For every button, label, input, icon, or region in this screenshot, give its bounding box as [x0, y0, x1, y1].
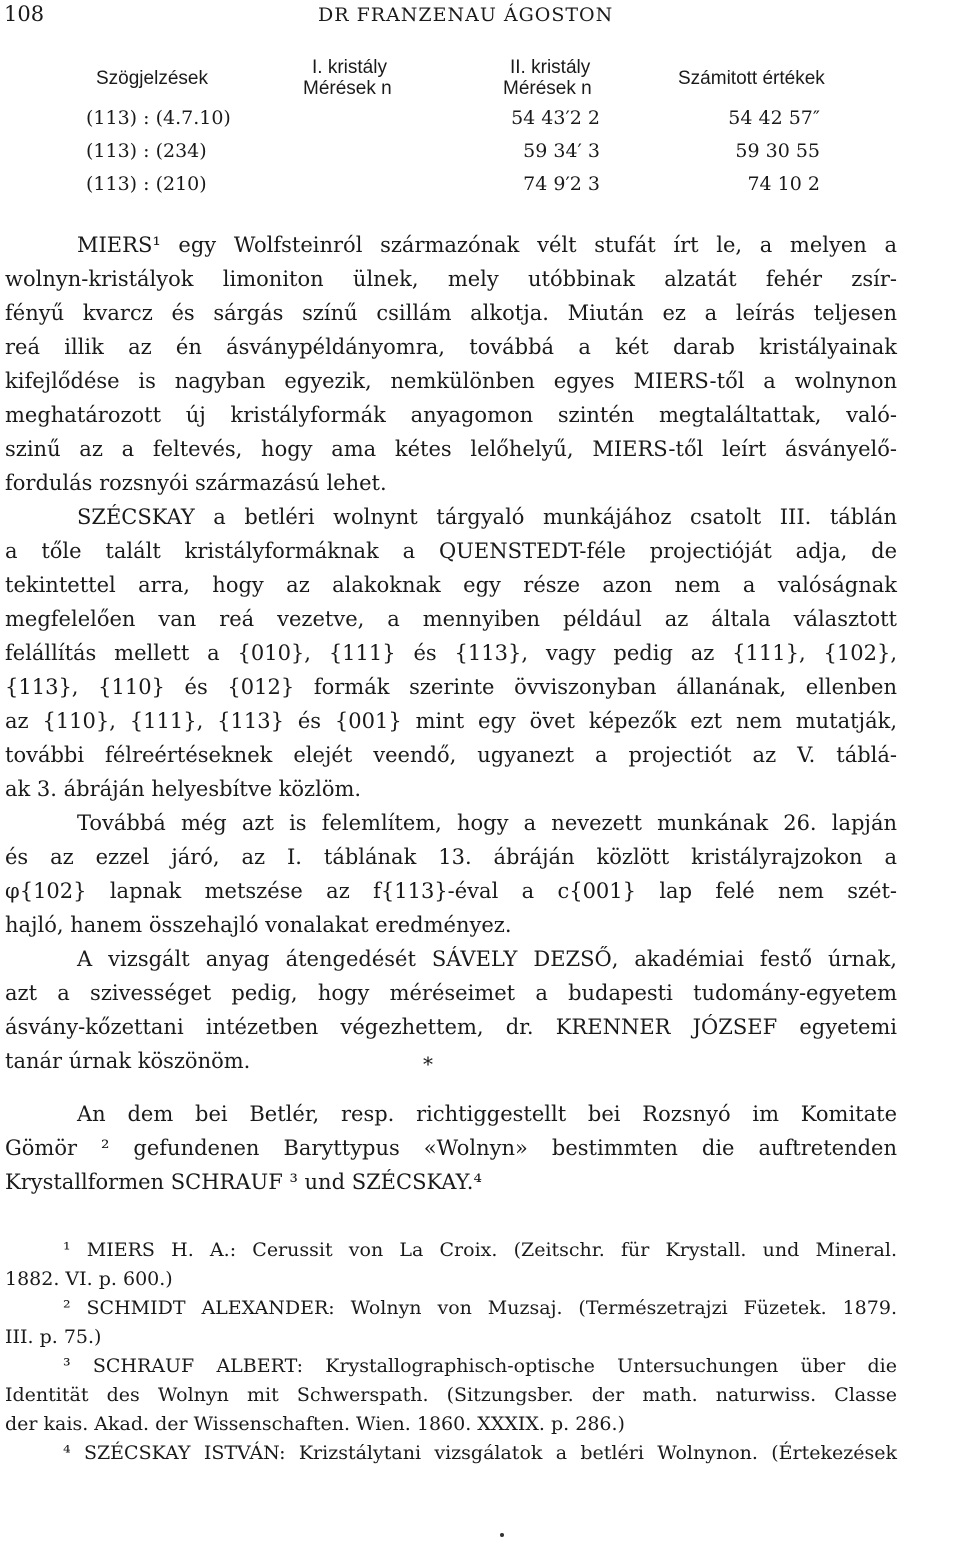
table-cell-calculated: 59 30 55 — [735, 140, 820, 162]
text-line: Gömör ² gefundenen Baryttypus «Wolnyn» bestimmten die auftretenden — [5, 1136, 897, 1160]
text-line: reá illik az én ásványpéldányomra, továbbá a két darab kristályainak — [5, 335, 897, 359]
text-line: wolnyn-kristályok limoniton ülnek, mely utóbbinak alzatát fehér zsír- — [5, 267, 897, 291]
text-line: MIERS¹ egy Wolfsteinról származónak vélt stufát írt le, a melyen a — [77, 233, 897, 257]
text-line: kifejlődése is nagyban egyezik, nemkülönben egyes MIERS-től a wolnynon — [5, 369, 897, 393]
text-line: ásvány-kőzettani intézetben végezhettem, dr. KRENNER JÓZSEF egyetemi — [5, 1015, 897, 1039]
section-separator: * — [423, 1052, 433, 1076]
table-header-crystal1: I. kristály — [312, 57, 387, 78]
text-line: a tőle talált kristályformáknak a QUENSTEDT-féle projectióját adja, de — [5, 539, 897, 563]
text-line: meghatározott új kristályformák anyagomon szintén megtaláltattak, való- — [5, 403, 897, 427]
text-line: további félreértéseknek elejét veendő, ugyanezt a projectiót az V. táblá- — [5, 743, 897, 767]
table-cell-angle: (113) : (4.7.10) — [86, 107, 231, 129]
speck — [500, 1533, 504, 1537]
footnote-line: III. p. 75.) — [5, 1326, 102, 1348]
text-line: ak 3. ábráján helyesbítve közlöm. — [5, 777, 362, 801]
table-cell-calculated: 74 10 2 — [747, 173, 820, 195]
text-line: An dem bei Betlér, resp. richtiggestellt bei Rozsnyó im Komitate — [77, 1102, 897, 1126]
text-line: Krystallformen SCHRAUF ³ und SZÉCSKAY.⁴ — [5, 1170, 482, 1194]
footnote-line: Identität des Wolnyn mit Schwerspath. (Sitzungsber. der math. naturwiss. Classe — [5, 1384, 897, 1406]
text-line: felállítás mellett a {010}, {111} és {113}, vagy pedig az {111}, {102}, — [5, 641, 897, 665]
text-line: megfelelően van reá vezetve, a mennyiben például az általa választott — [5, 607, 897, 631]
text-line: hajló, hanem összehajló vonalakat eredményez. — [5, 913, 512, 937]
text-line: tanár úrnak köszönöm. — [5, 1049, 251, 1073]
table-cell-calculated: 54 42 57″ — [728, 107, 820, 129]
text-line: fényű kvarcz és sárgás színű csillám alkotja. Miután ez a leírás teljesen — [5, 301, 897, 325]
table-header-crystal2: II. kristály — [510, 57, 591, 78]
table-cell-measured: 74 9′2 3 — [523, 173, 600, 195]
text-line: tekintettel arra, hogy az alakoknak egy része azon nem a valóságnak — [5, 573, 897, 597]
text-line: azt a szivességet pedig, hogy méréseimet a budapesti tudomány-egyetem — [5, 981, 897, 1005]
footnote-line: 1882. VI. p. 600.) — [5, 1268, 173, 1290]
table-header-calculated: Számitott értékek — [678, 68, 825, 89]
text-line: SZÉCSKAY a betléri wolnynt tárgyaló munkájához csatolt III. táblán — [77, 505, 897, 529]
text-line: {113}, {110} és {012} formák szerinte övviszonyban állanának, ellenben — [5, 675, 897, 699]
table-header-crystal2-sub: Mérések n — [503, 78, 592, 99]
footnote-line: ³ SCHRAUF ALBERT: Krystallographisch-optische Untersuchungen über die — [63, 1355, 897, 1377]
text-line: Továbbá még azt is felemlítem, hogy a nevezett munkának 26. lapján — [77, 811, 897, 835]
text-line: A vizsgált anyag átengedését SÁVELY DEZSŐ, akadémiai festő úrnak, — [77, 947, 897, 971]
table-cell-measured: 54 43′2 2 — [511, 107, 600, 129]
text-line: fordulás rozsnyói származású lehet. — [5, 471, 387, 495]
footnote-line: der kais. Akad. der Wissenschaften. Wien. 1860. XXXIX. p. 286.) — [5, 1413, 625, 1435]
table-header-angle: Szögjelzések — [96, 68, 208, 89]
text-line: szinű az a feltevés, hogy ama kétes lelőhelyű, MIERS-től leírt ásványelő- — [5, 437, 897, 461]
page-number: 108 — [4, 2, 45, 26]
table-header-crystal1-sub: Mérések n — [303, 78, 392, 99]
footnote-line: ⁴ SZÉCSKAY ISTVÁN: Krizstálytani vizsgálatok a betléri Wolnynon. (Értekezések — [63, 1442, 897, 1464]
running-head: DR FRANZENAU ÁGOSTON — [318, 4, 614, 26]
table-cell-measured: 59 34′ 3 — [523, 140, 600, 162]
table-cell-angle: (113) : (234) — [86, 140, 207, 162]
text-line: és az ezzel járó, az I. táblának 13. ábráján közlött kristályrajzokon a — [5, 845, 897, 869]
text-line: az {110}, {111}, {113} és {001} mint egy övet képezők ezt nem mutatják, — [5, 709, 897, 733]
text-line: φ{102} lapnak metszése az f{113}-éval a c{001} lap felé nem szét- — [5, 879, 897, 903]
footnote-line: ² SCHMIDT ALEXANDER: Wolnyn von Muzsaj. (Természetrajzi Füzetek. 1879. — [63, 1297, 897, 1319]
footnote-line: ¹ MIERS H. A.: Cerussit von La Croix. (Zeitschr. für Krystall. und Mineral. — [63, 1239, 897, 1261]
table-cell-angle: (113) : (210) — [86, 173, 207, 195]
